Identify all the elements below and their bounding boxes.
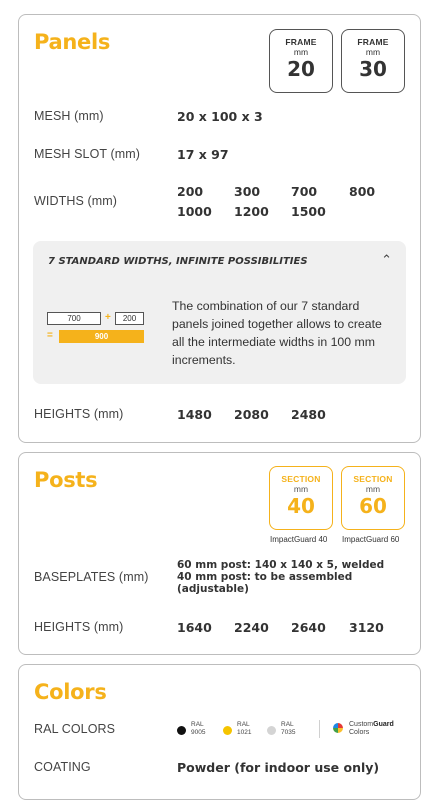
height-value: 1480 — [177, 407, 212, 422]
baseplates-line: 40 mm post: to be assembled — [177, 571, 353, 583]
post-height-value: 3120 — [349, 620, 384, 635]
section-40-caption: ImpactGuard 40 — [270, 535, 328, 544]
mesh-slot-value: 17 x 97 — [177, 147, 229, 162]
post-heights-label: HEIGHTS (mm) — [34, 620, 124, 634]
widths-info-box — [33, 241, 406, 384]
frame-20-badge — [269, 29, 333, 93]
diagram-box-b: 200 — [115, 312, 144, 325]
frame-badge-unit: mm — [293, 47, 309, 57]
frame-badge-label: FRAME — [357, 37, 389, 47]
mesh-value: 20 x 100 x 3 — [177, 109, 263, 124]
info-heading[interactable]: 7 STANDARD WIDTHS, INFINITE POSSIBILITIES — [48, 256, 308, 267]
mesh-label: MESH (mm) — [34, 109, 104, 123]
width-value: 200 — [177, 184, 204, 199]
post-height-value: 1640 — [177, 620, 212, 635]
plus-icon: + — [105, 312, 111, 323]
info-text: The combination of our 7 standard panels joined together allows to create all the intermediate widths in 100 mm increments. — [172, 299, 382, 367]
width-value: 300 — [234, 184, 261, 199]
ral-colors-label: RAL COLORS — [34, 722, 116, 736]
section-60-caption: ImpactGuard 60 — [342, 535, 400, 544]
section-40-badge — [269, 466, 333, 530]
coating-label: COATING — [34, 760, 91, 774]
frame-badge-label: FRAME — [285, 37, 317, 47]
mesh-slot-label: MESH SLOT (mm) — [34, 147, 141, 161]
ral-code: RAL 1021 — [237, 721, 252, 736]
ral-code: RAL 7035 — [281, 721, 296, 736]
custom-colors-label[interactable]: CustomGuard Colors — [349, 721, 394, 736]
section-badge-value: 60 — [359, 494, 387, 518]
baseplates-line: (adjustable) — [177, 583, 249, 595]
posts-title: Posts — [34, 468, 98, 492]
width-value: 1500 — [291, 204, 326, 219]
panels-title: Panels — [34, 30, 111, 54]
colors-card — [18, 664, 421, 800]
color-dot — [267, 726, 276, 735]
frame-badge-unit: mm — [365, 47, 381, 57]
widths-label: WIDTHS (mm) — [34, 194, 118, 208]
equals-icon: = — [47, 330, 53, 341]
chevron-up-icon[interactable]: ⌃ — [381, 252, 392, 267]
diagram-sum-bar: 900 — [59, 330, 144, 343]
coating-value: Powder (for indoor use only) — [177, 760, 380, 775]
width-combination-diagram — [47, 312, 147, 352]
width-value: 700 — [291, 184, 318, 199]
height-value: 2080 — [234, 407, 269, 422]
section-badge-value: 40 — [287, 494, 315, 518]
baseplates-line: 60 mm post: 140 x 140 x 5, welded — [177, 559, 385, 571]
post-height-value: 2640 — [291, 620, 326, 635]
posts-card — [18, 452, 421, 655]
color-dot — [223, 726, 232, 735]
colors-title: Colors — [34, 680, 107, 704]
section-badge-label: SECTION — [353, 474, 393, 484]
height-value: 2480 — [291, 407, 326, 422]
baseplates-value — [177, 559, 384, 595]
post-height-value: 2240 — [234, 620, 269, 635]
width-value: 1200 — [234, 204, 269, 219]
color-dot — [177, 726, 186, 735]
diagram-box-a: 700 — [47, 312, 101, 325]
section-badge-unit: mm — [365, 484, 381, 494]
ral-code: RAL 9005 — [191, 721, 206, 736]
heights-label: HEIGHTS (mm) — [34, 407, 124, 421]
width-value: 800 — [349, 184, 376, 199]
section-60-badge — [341, 466, 405, 530]
frame-badge-value: 20 — [287, 57, 315, 81]
frame-30-badge — [341, 29, 405, 93]
frame-badge-value: 30 — [359, 57, 387, 81]
divider — [319, 720, 320, 738]
width-value: 1000 — [177, 204, 212, 219]
section-badge-unit: mm — [293, 484, 309, 494]
baseplates-label: BASEPLATES (mm) — [34, 570, 149, 584]
section-badge-label: SECTION — [281, 474, 321, 484]
color-wheel-icon — [333, 723, 343, 733]
panels-card — [18, 14, 421, 443]
